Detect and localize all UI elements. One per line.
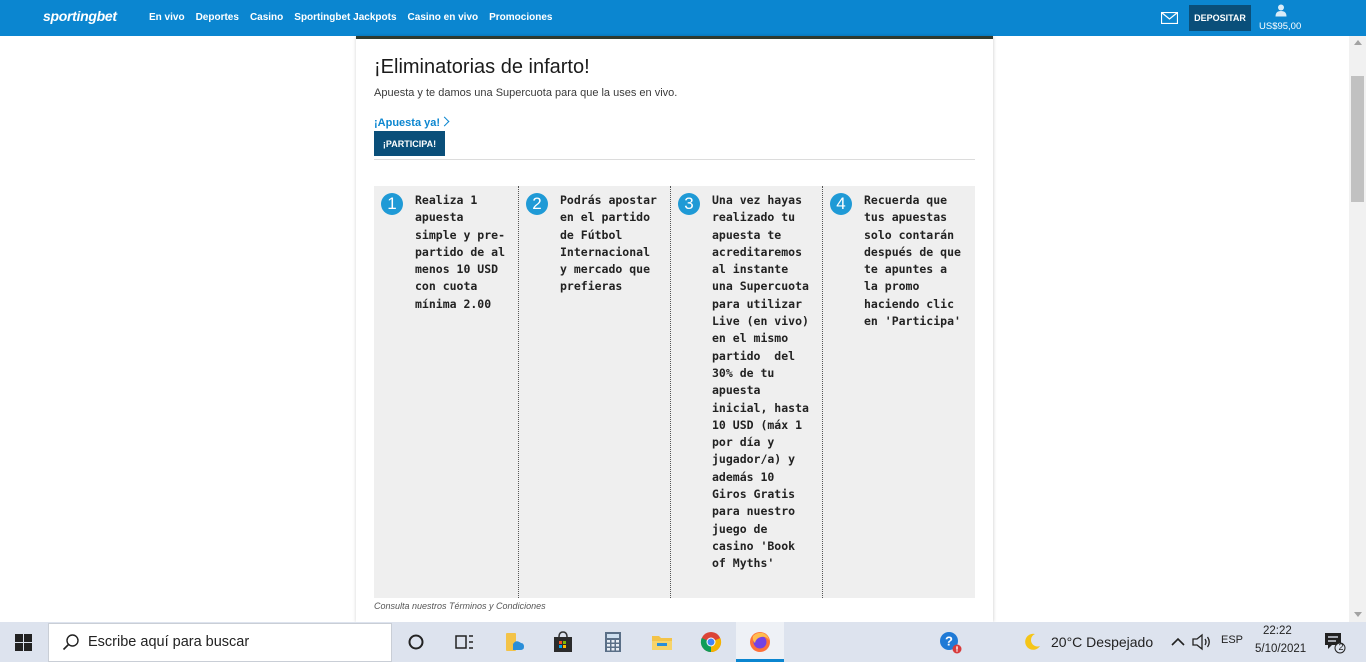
bet-now-label: ¡Apuesta ya! <box>374 117 441 129</box>
nav-item-jackpots[interactable]: Sportingbet Jackpots <box>294 12 397 23</box>
chevron-right-icon <box>440 117 450 127</box>
step-2 <box>519 186 671 598</box>
moon-icon[interactable] <box>1020 630 1044 654</box>
main-nav <box>149 12 563 23</box>
terms-link[interactable]: Consulta nuestros Términos y Condiciones <box>374 601 546 611</box>
step-text: Podrás apostar en el partido de Fútbol Internacional y mercado que prefieras <box>560 193 664 294</box>
task-view-icon[interactable] <box>452 630 476 654</box>
search-icon <box>62 633 80 651</box>
promo-subtitle: Apuesta y te damos una Supercuota para que la uses en vivo. <box>374 87 678 99</box>
participa-button[interactable]: ¡PARTICIPA! <box>374 131 445 156</box>
firefox-icon[interactable] <box>748 630 772 654</box>
speaker-icon[interactable] <box>1190 630 1214 654</box>
scrollbar-thumb[interactable] <box>1351 76 1364 202</box>
step-number-badge: 4 <box>830 193 852 215</box>
top-navigation-bar <box>0 0 1366 36</box>
calculator-icon[interactable] <box>601 630 625 654</box>
divider <box>374 159 975 160</box>
step-number-badge: 1 <box>381 193 403 215</box>
step-1 <box>374 186 519 598</box>
nav-item-casino[interactable]: Casino <box>249 12 284 23</box>
sportingbet-logo[interactable]: sportingbet <box>43 8 117 24</box>
deposit-button[interactable]: DEPOSITAR <box>1189 5 1251 31</box>
scroll-up-arrow-icon[interactable] <box>1354 40 1362 45</box>
nav-item-deportes[interactable]: Deportes <box>195 12 239 23</box>
help-icon[interactable] <box>938 630 962 654</box>
store-icon[interactable] <box>551 630 575 654</box>
bet-now-link[interactable] <box>374 117 448 129</box>
step-number-badge: 2 <box>526 193 548 215</box>
step-text: Una vez hayas realizado tu apuesta te acreditaremos al instante una Supercuota para utilizar Live (en vivo) en el mismo partido del 30% de tu apuesta inicial, hasta 10 USD (máx 1 por día y jugador/a) y además 10 Giros Gratis para nuestro juego de casino 'Book of Myths' <box>712 193 816 571</box>
scroll-down-arrow-icon[interactable] <box>1354 612 1362 617</box>
chrome-icon[interactable] <box>699 630 723 654</box>
svg-text:?: ? <box>945 633 953 649</box>
cortana-icon[interactable] <box>404 630 428 654</box>
folder-icon[interactable] <box>650 630 674 654</box>
step-text: Recuerda que tus apuestas solo contarán después de que te apuntes a la promo haciendo clic en 'Participa' <box>864 193 968 329</box>
hero-image-strip <box>356 36 993 39</box>
nav-item-casino-en-vivo[interactable]: Casino en vivo <box>407 12 479 23</box>
search-placeholder[interactable]: Escribe aquí para buscar <box>88 634 250 650</box>
windows-start-icon[interactable] <box>15 634 32 651</box>
user-icon[interactable] <box>1275 4 1287 17</box>
step-3 <box>671 186 823 598</box>
notification-count: 2 <box>1338 642 1344 652</box>
chevron-up-icon[interactable] <box>1166 630 1190 654</box>
step-text: Realiza 1 apuesta simple y pre-partido de al menos 10 USD con cuota mínima 2.00 <box>415 193 512 311</box>
file-explorer-icon[interactable] <box>502 630 526 654</box>
nav-item-en-vivo[interactable]: En vivo <box>149 12 185 23</box>
clock-time[interactable]: 22:22 <box>1263 625 1292 637</box>
weather-text[interactable]: 20°C Despejado <box>1051 634 1154 650</box>
step-number-badge: 3 <box>678 193 700 215</box>
clock-date[interactable]: 5/10/2021 <box>1255 643 1307 655</box>
account-balance[interactable]: US$95,00 <box>1259 21 1302 32</box>
mail-icon[interactable] <box>1161 12 1178 24</box>
step-4 <box>823 186 975 598</box>
language-indicator[interactable]: ESP <box>1221 634 1244 646</box>
nav-item-promociones[interactable]: Promociones <box>489 12 553 23</box>
promo-title: ¡Eliminatorias de infarto! <box>374 56 590 78</box>
promo-steps <box>374 186 975 598</box>
